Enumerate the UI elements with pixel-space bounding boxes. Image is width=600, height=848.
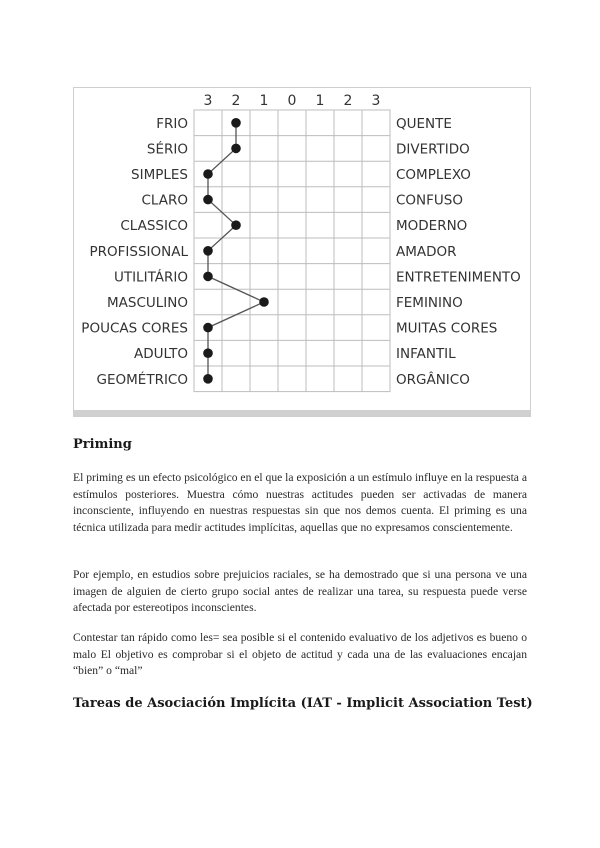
- chart-right-label: ENTRETENIMENTO: [396, 269, 521, 286]
- chart-right-label: FEMININO: [396, 295, 463, 311]
- chart-left-label: UTILITÁRIO: [113, 269, 188, 286]
- chart-left-label: POUCAS CORES: [81, 320, 188, 337]
- figure-bottom-bar: [74, 410, 530, 416]
- paragraph-priming-example: Por ejemplo, en estudios sobre prejuicios raciales, se ha demostrado que si una persona ve una imagen de alguien de cierto grupo social antes de realizar una tarea, su respuesta puede verse afectada por estereotipos inconscientes.: [73, 568, 527, 614]
- paragraph-priming-definition: El priming es un efecto psicológico en el que la exposición a un estímulo influye en la respuesta a estímulos posteriores. Muestra cómo nuestras actitudes pueden ser activadas de manera inconsciente, influyendo en nuestras respuestas sin que nos demos cuenta. El priming es una técnica utilizada para medir actitudes implícitas, aquellas que no expresamos conscientemente.: [73, 471, 527, 534]
- chart-data-point: [231, 220, 241, 230]
- chart-data-point: [259, 297, 269, 307]
- chart-svg: [74, 88, 530, 416]
- chart-data-point: [231, 118, 241, 128]
- chart-data-point: [203, 348, 213, 358]
- section-heading-priming: Priming: [73, 437, 132, 452]
- chart-scale-label: 1: [315, 93, 325, 109]
- chart-data-point: [203, 374, 213, 384]
- semantic-differential-chart: [73, 87, 531, 417]
- chart-scale-label: 2: [231, 93, 241, 109]
- chart-right-label: DIVERTIDO: [396, 141, 470, 158]
- section-heading-iat: Tareas de Asociación Implícita (IAT - Implicit Association Test): [73, 696, 533, 711]
- chart-right-label: COMPLEXO: [396, 167, 471, 183]
- chart-scale-label: 3: [203, 93, 213, 109]
- chart-scale-label: 1: [259, 93, 269, 109]
- chart-right-label: CONFUSO: [396, 192, 463, 209]
- chart-data-point: [203, 169, 213, 179]
- chart-left-label: SÉRIO: [146, 141, 188, 158]
- chart-scale-label: 3: [371, 93, 381, 109]
- chart-data-point: [203, 272, 213, 282]
- chart-left-label: MASCULINO: [107, 295, 188, 311]
- chart-right-label: MUITAS CORES: [396, 320, 498, 337]
- chart-data-point: [203, 246, 213, 256]
- chart-right-label: MODERNO: [396, 218, 468, 235]
- chart-left-label: FRIO: [156, 115, 188, 132]
- chart-right-label: ORGÂNICO: [396, 371, 470, 388]
- chart-data-point: [203, 323, 213, 333]
- chart-data-point: [203, 195, 213, 205]
- chart-right-label: QUENTE: [396, 115, 452, 132]
- chart-right-label: INFANTIL: [396, 346, 456, 363]
- chart-left-label: CLASSICO: [120, 218, 188, 235]
- chart-left-label: CLARO: [141, 192, 188, 209]
- chart-left-label: ADULTO: [133, 346, 188, 363]
- paragraph-instructions: Contestar tan rápido como les= sea posible si el contenido evaluativo de los adjetivos es bueno o malo El objetivo es comprobar si el objeto de actitud y cada una de las evaluaciones encajan “bien” o “mal”: [73, 631, 527, 677]
- chart-scale-label: 0: [287, 93, 297, 109]
- chart-left-label: PROFISSIONAL: [89, 243, 188, 260]
- chart-left-label: SIMPLES: [131, 167, 188, 183]
- chart-scale-label: 2: [343, 93, 353, 109]
- chart-grid-frame: [194, 110, 390, 392]
- chart-left-label: GEOMÉTRICO: [96, 371, 188, 388]
- chart-data-point: [231, 144, 241, 154]
- chart-right-label: AMADOR: [396, 243, 457, 260]
